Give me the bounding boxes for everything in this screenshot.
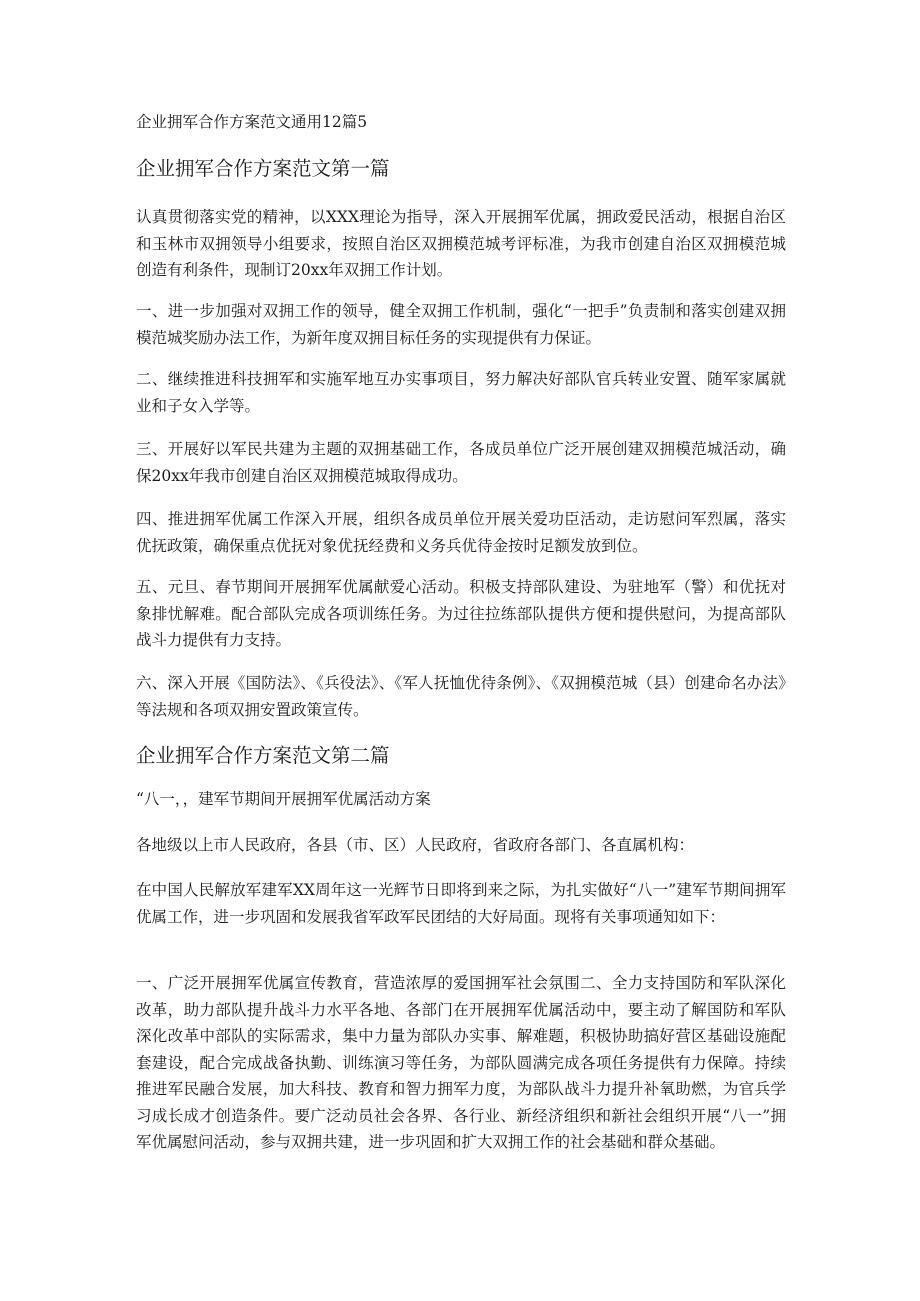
section-1-paragraph-7: 六、深入开展《国防法》、《兵役法》、《军人抚恤优待条例》、《双拥模范城（县）创建命名办法》等法规和各项双拥安置政策宣传。 [136, 674, 786, 719]
section-1-paragraph-1: 认真贯彻落实党的精神，以XXX理论为指导，深入开展拥军优属，拥政爱民活动，根据自治区和玉林市双拥领导小组要求，按照自治区双拥模范城考评标准，为我市创建自治区双拥模范城创造有利条件，现制订20xx年双拥工作计划。 [136, 208, 786, 279]
section-1-paragraph-6: 五、元旦、春节期间开展拥军优属献爱心活动。积极支持部队建设、为驻地军（警）和优抚对象排忧解难。配合部队完成各项训练任务。为过往拉练部队提供方便和提供慰问，为提高部队战斗力提供有力支持。 [136, 578, 786, 649]
document-title: 企业拥军合作方案范文通用12篇5 [136, 113, 368, 131]
section-2-paragraph-3: 在中国人民解放军建军XX周年这一光辉节日即将到来之际，为扎实做好“八一”建军节期间拥军优属工作，进一步巩固和发展我省军政军民团结的大好局面。现将有关事项通知如下： [136, 881, 786, 926]
section-1-paragraph-4: 三、开展好以军民共建为主题的双拥基础工作，各成员单位广泛开展创建双拥模范城活动，确保20xx年我市创建自治区双拥模范城取得成功。 [136, 440, 786, 485]
section-1-paragraph-2: 一、进一步加强对双拥工作的领导，健全双拥工作机制，强化“一把手”负责制和落实创建双拥模范城奖励办法工作，为新年度双拥目标任务的实现提供有力保证。 [136, 302, 786, 347]
section-2-heading: 企业拥军合作方案范文第二篇 [136, 744, 390, 767]
section-1-heading: 企业拥军合作方案范文第一篇 [136, 157, 390, 180]
section-1-paragraph-5: 四、推进拥军优属工作深入开展，组织各成员单位开展关爱功臣活动，走访慰问军烈属，落实优抚政策，确保重点优抚对象优抚经费和义务兵优待金按时足额发放到位。 [136, 510, 786, 555]
section-2-paragraph-1: “八一，，建军节期间开展拥军优属活动方案 [136, 790, 431, 808]
section-2-paragraph-4: 一、广泛开展拥军优属宣传教育，营造浓厚的爱国拥军社会氛围二、全力支持国防和军队深化改革，助力部队提升战斗力水平各地、各部门在开展拥军优属活动中，要主动了解国防和军队深化改革中部队的实际需求，集中力量为部队办实事、解难题，积极协助搞好营区基础设施配套建设，配合完成战备执勤、训练演习等任务，为部队圆满完成各项任务提供有力保障。持续推进军民融合发展，加大科技、教育和智力拥军力度，为部队战斗力提升补氧助燃，为官兵学习成长成才创造条件。要广泛动员社会各界、各行业、新经济组织和新社会组织开展“八一”拥军优属慰问活动，参与双拥共建，进一步巩固和扩大双拥工作的社会基础和群众基础。 [136, 974, 786, 1151]
section-1-paragraph-3: 二、继续推进科技拥军和实施军地互办实事项目，努力解决好部队官兵转业安置、随军家属就业和子女入学等。 [136, 370, 786, 415]
section-2-paragraph-2: 各地级以上市人民政府，各县（市、区）人民政府，省政府各部门、各直属机构： [136, 836, 695, 854]
